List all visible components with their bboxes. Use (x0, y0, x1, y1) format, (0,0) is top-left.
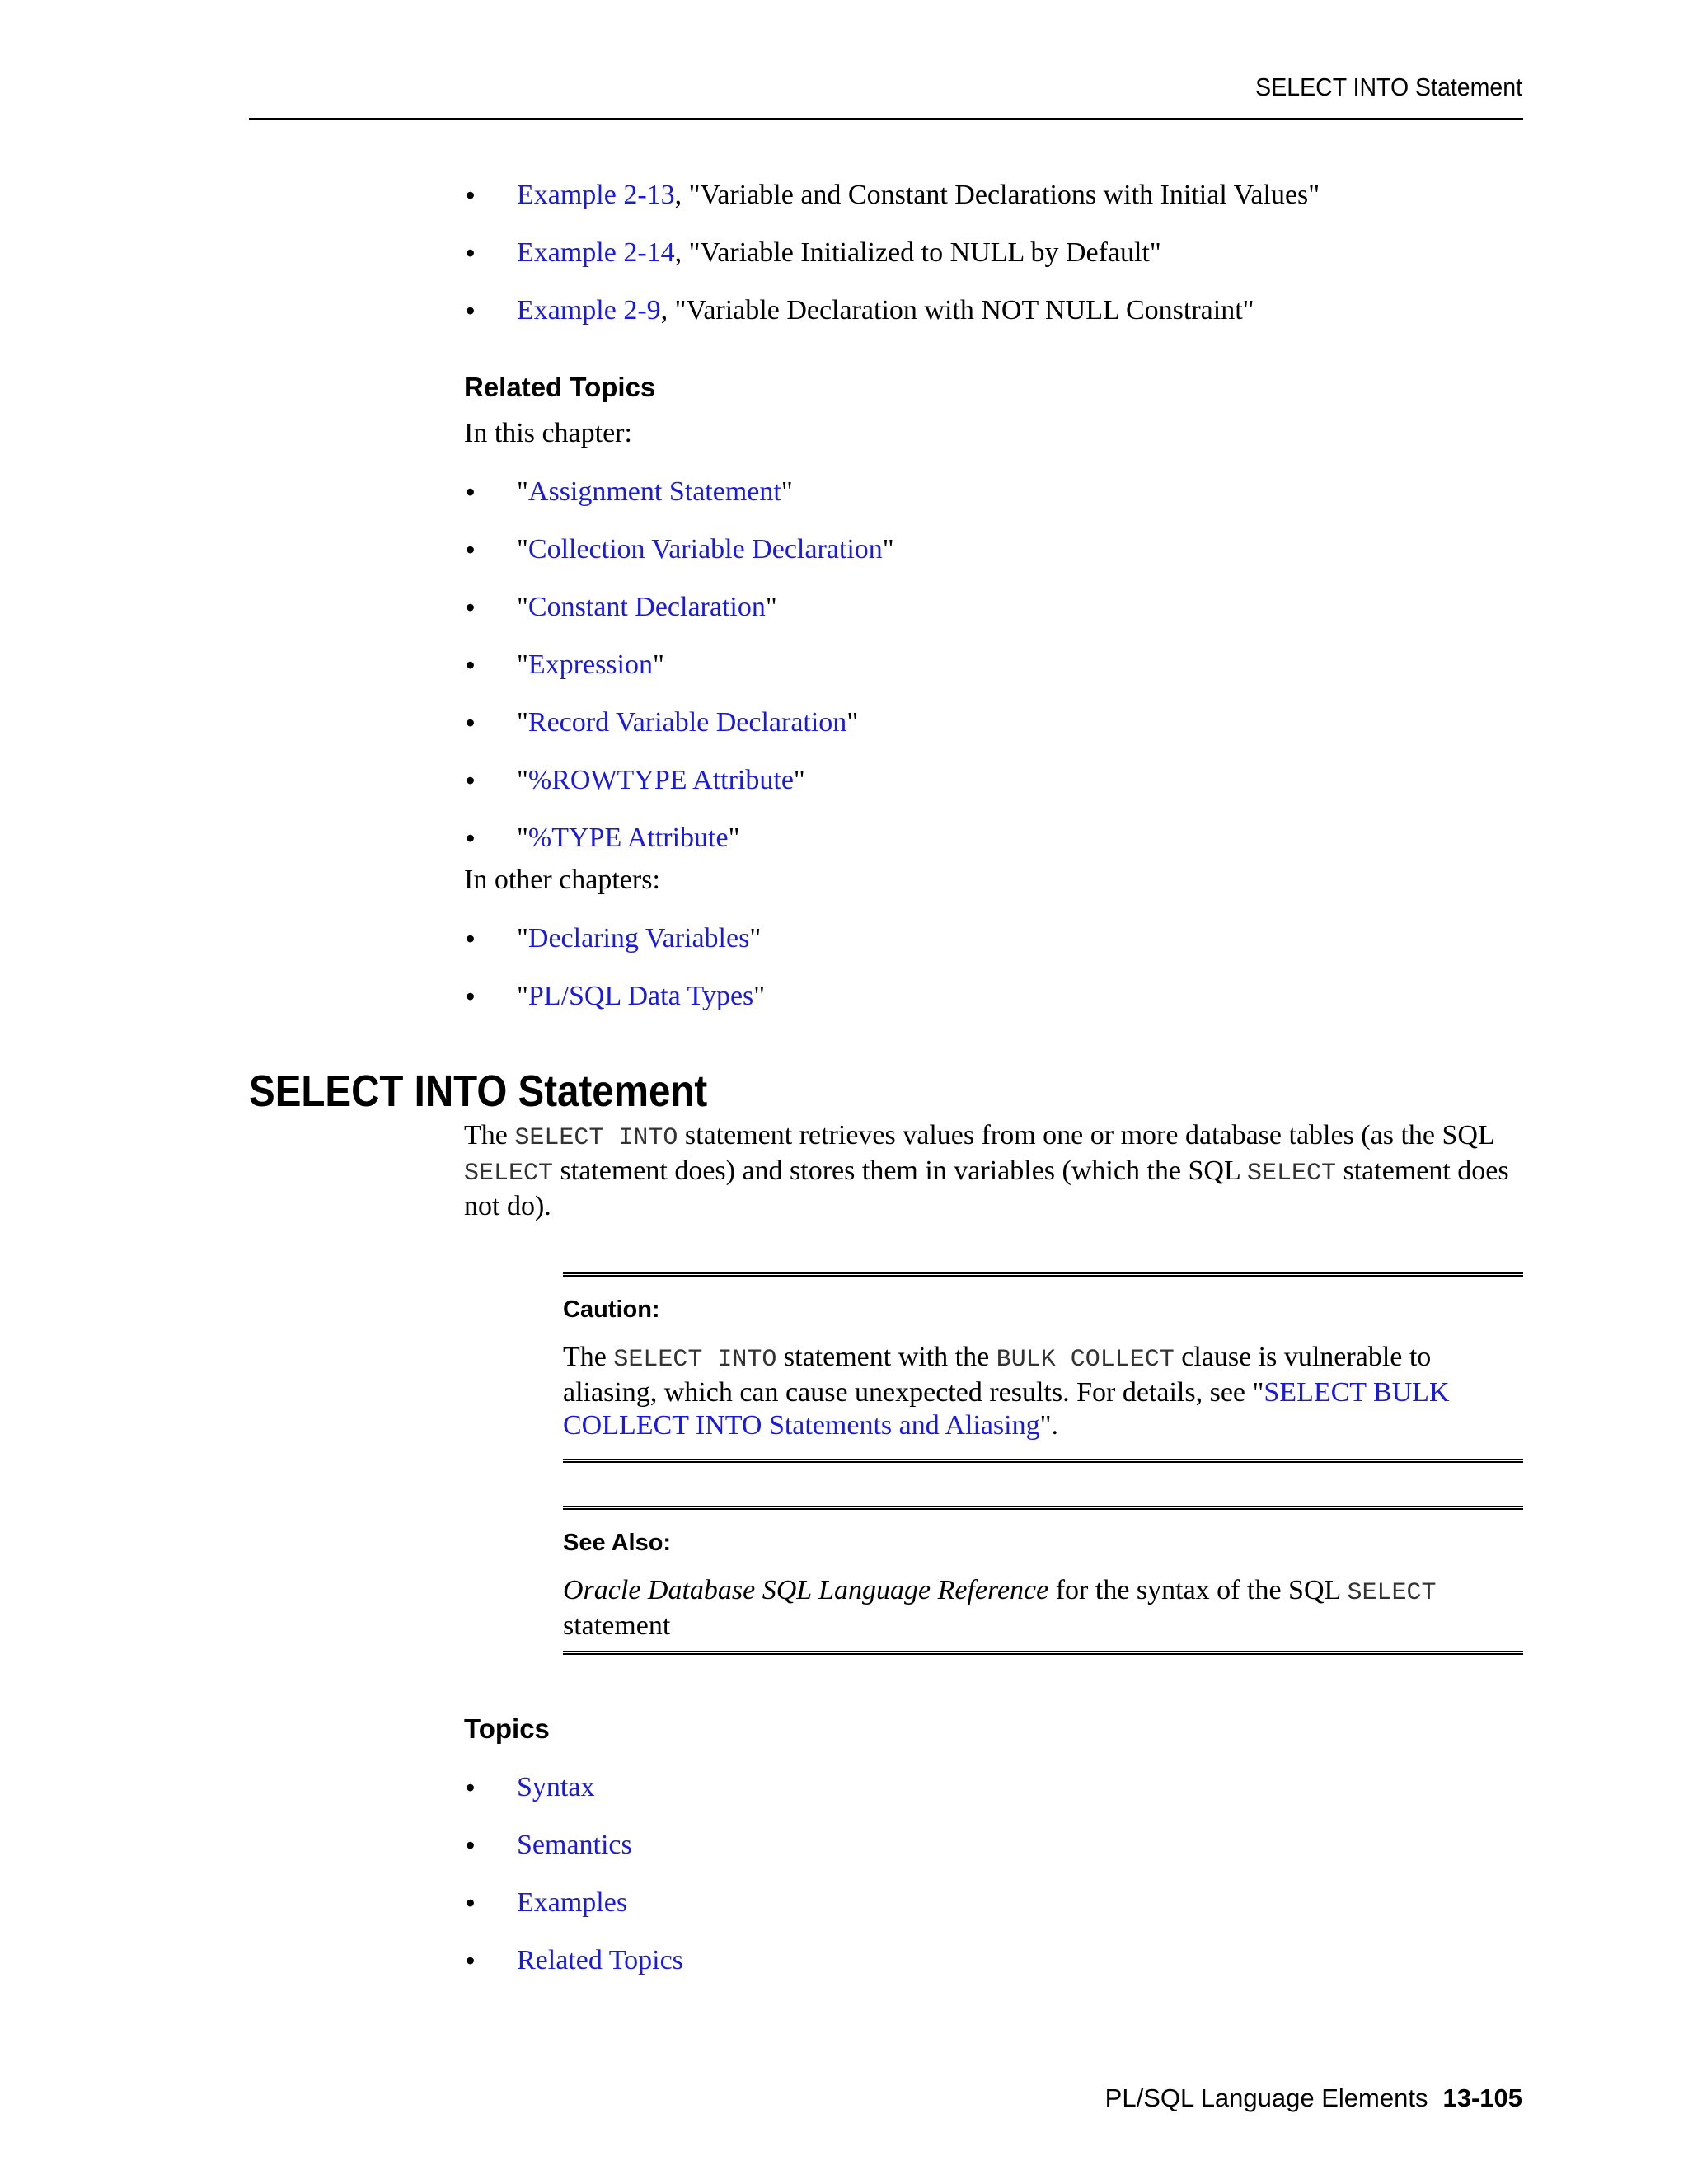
example-title: , "Variable Initialized to NULL by Default" (674, 237, 1161, 268)
topics-block (464, 1713, 1523, 2001)
list-item (464, 178, 1523, 213)
list-item: • "Expression" (464, 648, 1523, 682)
caution-text: The SELECT INTO statement with the BULK COLLECT clause is vulnerable to aliasing, which can cause unexpected results. For details, see "SELECT BULK COLLECT INTO Statements and Aliasing". (563, 1342, 1450, 1441)
code-term: SELECT (1347, 1579, 1437, 1607)
code-term: SELECT INTO (514, 1124, 678, 1152)
examples-block (464, 178, 1523, 351)
this-chapter-list (464, 475, 1523, 855)
see-also-box (563, 1506, 1523, 1655)
list-item (464, 1886, 1523, 1920)
running-head: SELECT INTO Statement (1255, 73, 1522, 101)
code-term: SELECT INTO (613, 1346, 777, 1374)
topics-list (464, 1770, 1523, 1978)
related-link[interactable]: %ROWTYPE Attribute (528, 765, 794, 795)
example-link[interactable]: Example 2-13 (517, 180, 675, 210)
list-item: • "Constant Declaration" (464, 590, 1523, 625)
related-topics-heading: Related Topics (464, 372, 656, 402)
section-title: SELECT INTO Statement (249, 1066, 708, 1116)
code-term: SELECT (464, 1160, 554, 1188)
list-item (464, 1943, 1523, 1978)
related-topics-block (464, 371, 1523, 1037)
related-link[interactable]: Declaring Variables (528, 923, 750, 954)
list-item: • "%ROWTYPE Attribute" (464, 763, 1523, 798)
list-item (464, 236, 1523, 270)
list-item: • "PL/SQL Data Types" (464, 979, 1523, 1014)
code-term: BULK COLLECT (996, 1346, 1175, 1374)
list-item: • "Collection Variable Declaration" (464, 532, 1523, 567)
note-rule (563, 1506, 1523, 1510)
note-rule (563, 1272, 1523, 1277)
caution-box (563, 1272, 1523, 1463)
related-link[interactable]: Collection Variable Declaration (528, 534, 883, 565)
section-intro: The SELECT INTO statement retrieves values from one or more database tables (as the SQL SELECT statement does) and stores them in variables (which the SQL SELECT statement does not do). (464, 1120, 1509, 1221)
list-item (464, 1770, 1523, 1805)
list-item (464, 293, 1523, 328)
topic-link-syntax[interactable]: Syntax (517, 1772, 595, 1802)
in-other-chapters-label: In other chapters: (464, 865, 660, 895)
related-link[interactable]: Expression (528, 649, 653, 680)
note-rule (563, 1459, 1523, 1463)
topic-link-examples[interactable]: Examples (517, 1887, 628, 1918)
example-title: , "Variable and Constant Declarations with Initial Values" (674, 180, 1320, 210)
list-item (464, 1828, 1523, 1863)
page-number: 13-105 (1442, 2083, 1522, 2112)
related-link[interactable]: %TYPE Attribute (528, 823, 729, 853)
page-footer (1105, 2083, 1522, 2113)
related-link[interactable]: Constant Declaration (528, 592, 766, 622)
other-chapters-list (464, 921, 1523, 1014)
in-this-chapter-label: In this chapter: (464, 418, 632, 448)
list-item: • "Record Variable Declaration" (464, 705, 1523, 740)
example-link[interactable]: Example 2-14 (517, 237, 675, 268)
related-link[interactable]: Assignment Statement (528, 476, 781, 507)
related-link[interactable]: PL/SQL Data Types (528, 981, 754, 1011)
example-link[interactable]: Example 2-9 (517, 295, 661, 326)
see-also-text: Oracle Database SQL Language Reference for the syntax of the SQL SELECT statement (563, 1575, 1437, 1641)
list-item: • "Declaring Variables" (464, 921, 1523, 956)
related-link[interactable]: Record Variable Declaration (528, 707, 847, 738)
code-term: SELECT (1246, 1160, 1336, 1188)
topic-link-related-topics[interactable]: Related Topics (517, 1945, 683, 1975)
example-title: , "Variable Declaration with NOT NULL Constraint" (660, 295, 1254, 326)
list-item: • "Assignment Statement" (464, 475, 1523, 509)
caution-title: Caution: (563, 1296, 660, 1323)
see-also-title: See Also: (563, 1530, 672, 1556)
examples-list (464, 178, 1523, 328)
note-rule (563, 1651, 1523, 1655)
topics-heading: Topics (464, 1713, 550, 1744)
topic-link-semantics[interactable]: Semantics (517, 1830, 632, 1860)
list-item: • "%TYPE Attribute" (464, 821, 1523, 855)
aliasing-link[interactable]: SELECT BULK COLLECT INTO Statements and Aliasing (563, 1377, 1450, 1441)
header-rule (249, 118, 1523, 120)
book-title: Oracle Database SQL Language Reference (563, 1575, 1049, 1605)
footer-chapter: PL/SQL Language Elements (1104, 2083, 1428, 2112)
